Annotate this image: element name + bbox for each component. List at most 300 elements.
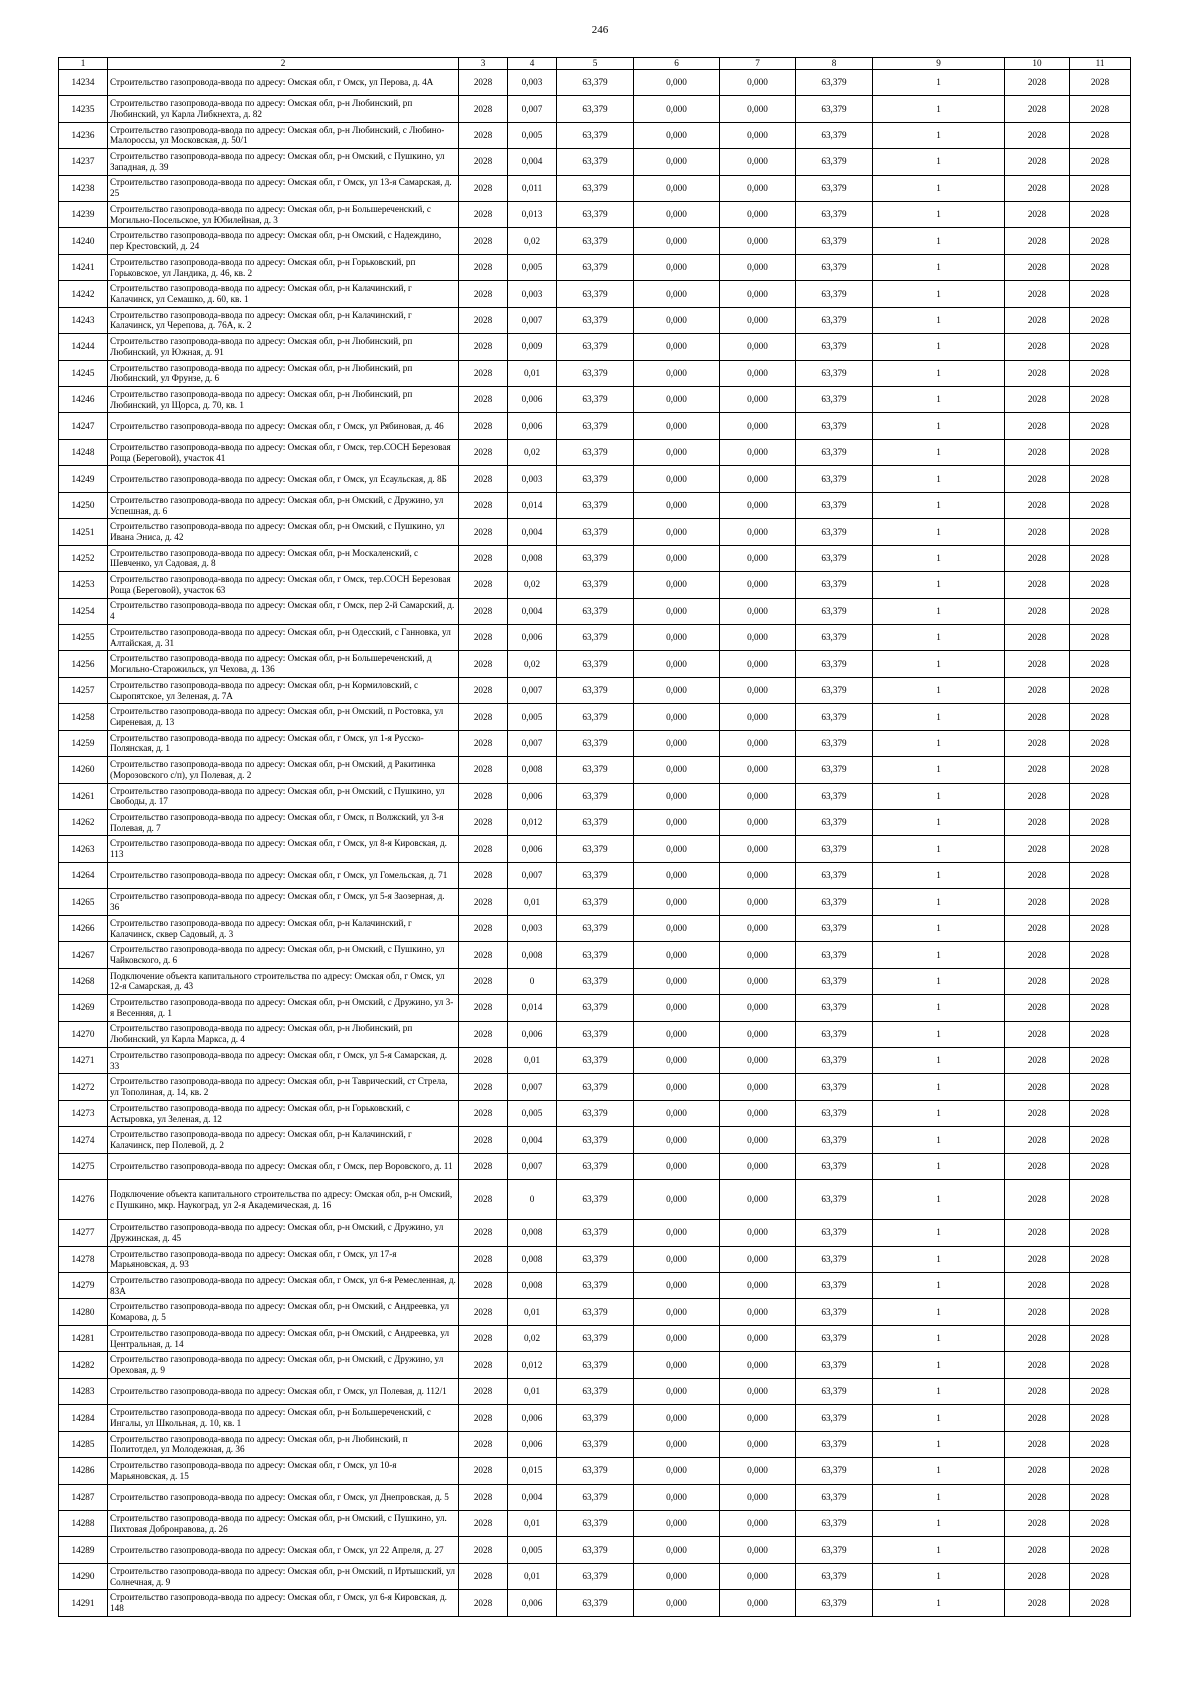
col7-cell: 0,000 xyxy=(720,201,796,227)
cost-cell: 63,379 xyxy=(557,730,634,756)
end-year-cell: 2028 xyxy=(1070,201,1131,227)
length-cell: 0,008 xyxy=(508,545,557,571)
total-cost-cell: 63,379 xyxy=(796,519,873,545)
table-row xyxy=(59,836,1131,862)
total-cost-cell: 63,379 xyxy=(796,1484,873,1510)
row-number-cell: 14252 xyxy=(59,545,108,571)
description-cell: Строительство газопровода-ввода по адресу: Омская обл, р-н Любинский, п Политотдел, ул Молодежная, д. 36 xyxy=(108,1431,459,1457)
col7-cell: 0,000 xyxy=(720,1273,796,1299)
row-number-cell: 14261 xyxy=(59,783,108,809)
year-cell: 2028 xyxy=(459,598,508,624)
cost-cell: 63,379 xyxy=(557,413,634,439)
start-year-cell: 2028 xyxy=(1005,1537,1070,1563)
page-number: 246 xyxy=(591,24,609,36)
count-cell: 1 xyxy=(873,69,1005,95)
start-year-cell: 2028 xyxy=(1005,1153,1070,1179)
length-cell: 0,005 xyxy=(508,122,557,148)
end-year-cell: 2028 xyxy=(1070,1325,1131,1351)
row-number-cell: 14267 xyxy=(59,942,108,968)
end-year-cell: 2028 xyxy=(1070,96,1131,122)
description-cell: Строительство газопровода-ввода по адресу: Омская обл, г Омск, п Волжский, ул 3-я Полевая, д. 7 xyxy=(108,810,459,836)
count-cell: 1 xyxy=(873,545,1005,571)
count-cell: 1 xyxy=(873,1537,1005,1563)
start-year-cell: 2028 xyxy=(1005,149,1070,175)
length-cell: 0,008 xyxy=(508,1220,557,1246)
col6-cell: 0,000 xyxy=(634,1563,720,1589)
col7-cell: 0,000 xyxy=(720,545,796,571)
col6-cell: 0,000 xyxy=(634,704,720,730)
table-row xyxy=(59,1352,1131,1378)
row-number-cell: 14277 xyxy=(59,1220,108,1246)
description-cell: Подключение объекта капитального строительства по адресу: Омская обл, г Омск, ул 12-я Самарская, д. 43 xyxy=(108,968,459,994)
cost-cell: 63,379 xyxy=(557,519,634,545)
total-cost-cell: 63,379 xyxy=(796,122,873,148)
year-cell: 2028 xyxy=(459,96,508,122)
cost-cell: 63,379 xyxy=(557,1405,634,1431)
description-cell: Строительство газопровода-ввода по адресу: Омская обл, г Омск, ул 13-я Самарская, д. 25 xyxy=(108,175,459,201)
col7-cell: 0,000 xyxy=(720,942,796,968)
length-cell: 0,012 xyxy=(508,1352,557,1378)
year-cell: 2028 xyxy=(459,730,508,756)
count-cell: 1 xyxy=(873,810,1005,836)
length-cell: 0,003 xyxy=(508,466,557,492)
row-number-cell: 14238 xyxy=(59,175,108,201)
total-cost-cell: 63,379 xyxy=(796,1325,873,1351)
col7-cell: 0,000 xyxy=(720,810,796,836)
count-cell: 1 xyxy=(873,360,1005,386)
end-year-cell: 2028 xyxy=(1070,889,1131,915)
length-cell: 0,004 xyxy=(508,149,557,175)
start-year-cell: 2028 xyxy=(1005,96,1070,122)
end-year-cell: 2028 xyxy=(1070,1378,1131,1404)
table-row xyxy=(59,413,1131,439)
total-cost-cell: 63,379 xyxy=(796,704,873,730)
start-year-cell: 2028 xyxy=(1005,1458,1070,1484)
end-year-cell: 2028 xyxy=(1070,360,1131,386)
length-cell: 0,007 xyxy=(508,96,557,122)
description-cell: Строительство газопровода-ввода по адресу: Омская обл, р-н Омский, с Пушкино, ул. Пихтовая Добронравова, д. 26 xyxy=(108,1510,459,1536)
year-cell: 2028 xyxy=(459,201,508,227)
length-cell: 0,009 xyxy=(508,334,557,360)
total-cost-cell: 63,379 xyxy=(796,334,873,360)
table-row xyxy=(59,1047,1131,1073)
length-cell: 0,006 xyxy=(508,1590,557,1616)
cost-cell: 63,379 xyxy=(557,572,634,598)
col6-cell: 0,000 xyxy=(634,1537,720,1563)
count-cell: 1 xyxy=(873,598,1005,624)
start-year-cell: 2028 xyxy=(1005,413,1070,439)
end-year-cell: 2028 xyxy=(1070,439,1131,465)
col7-cell: 0,000 xyxy=(720,1537,796,1563)
col7-cell: 0,000 xyxy=(720,1047,796,1073)
end-year-cell: 2028 xyxy=(1070,1431,1131,1457)
year-cell: 2028 xyxy=(459,466,508,492)
description-cell: Строительство газопровода-ввода по адресу: Омская обл, г Омск, тер.СОСН Березовая Роща (Береговой), участок 41 xyxy=(108,439,459,465)
total-cost-cell: 63,379 xyxy=(796,624,873,650)
end-year-cell: 2028 xyxy=(1070,281,1131,307)
col6-cell: 0,000 xyxy=(634,149,720,175)
cost-cell: 63,379 xyxy=(557,757,634,783)
end-year-cell: 2028 xyxy=(1070,387,1131,413)
table-row xyxy=(59,730,1131,756)
row-number-cell: 14269 xyxy=(59,995,108,1021)
col6-cell: 0,000 xyxy=(634,360,720,386)
length-cell: 0,006 xyxy=(508,624,557,650)
column-header: 11 xyxy=(1070,58,1131,70)
row-number-cell: 14258 xyxy=(59,704,108,730)
count-cell: 1 xyxy=(873,915,1005,941)
col7-cell: 0,000 xyxy=(720,1180,796,1220)
description-cell: Строительство газопровода-ввода по адресу: Омская обл, г Омск, ул 5-я Самарская, д. 33 xyxy=(108,1047,459,1073)
length-cell: 0,006 xyxy=(508,387,557,413)
row-number-cell: 14253 xyxy=(59,572,108,598)
length-cell: 0,003 xyxy=(508,915,557,941)
year-cell: 2028 xyxy=(459,281,508,307)
cost-cell: 63,379 xyxy=(557,1325,634,1351)
table-row xyxy=(59,387,1131,413)
end-year-cell: 2028 xyxy=(1070,810,1131,836)
col7-cell: 0,000 xyxy=(720,492,796,518)
length-cell: 0,006 xyxy=(508,783,557,809)
row-number-cell: 14283 xyxy=(59,1378,108,1404)
start-year-cell: 2028 xyxy=(1005,1352,1070,1378)
cost-cell: 63,379 xyxy=(557,968,634,994)
year-cell: 2028 xyxy=(459,1299,508,1325)
start-year-cell: 2028 xyxy=(1005,995,1070,1021)
table-row xyxy=(59,810,1131,836)
col7-cell: 0,000 xyxy=(720,1325,796,1351)
table-row xyxy=(59,1405,1131,1431)
row-number-cell: 14243 xyxy=(59,307,108,333)
count-cell: 1 xyxy=(873,1273,1005,1299)
col7-cell: 0,000 xyxy=(720,1153,796,1179)
row-number-cell: 14259 xyxy=(59,730,108,756)
count-cell: 1 xyxy=(873,730,1005,756)
description-cell: Строительство газопровода-ввода по адресу: Омская обл, р-н Любинский, рп Любинский, ул Южная, д. 91 xyxy=(108,334,459,360)
count-cell: 1 xyxy=(873,1590,1005,1616)
table-row xyxy=(59,1378,1131,1404)
end-year-cell: 2028 xyxy=(1070,1100,1131,1126)
count-cell: 1 xyxy=(873,1100,1005,1126)
total-cost-cell: 63,379 xyxy=(796,307,873,333)
row-number-cell: 14247 xyxy=(59,413,108,439)
column-header: 7 xyxy=(720,58,796,70)
description-cell: Строительство газопровода-ввода по адресу: Омская обл, г Омск, ул 10-я Марьяновская, д. 15 xyxy=(108,1458,459,1484)
start-year-cell: 2028 xyxy=(1005,254,1070,280)
description-cell: Строительство газопровода-ввода по адресу: Омская обл, р-н Калачинский, г Калачинск, сквер Садовый, д. 3 xyxy=(108,915,459,941)
column-header: 3 xyxy=(459,58,508,70)
count-cell: 1 xyxy=(873,1047,1005,1073)
table-row xyxy=(59,69,1131,95)
total-cost-cell: 63,379 xyxy=(796,96,873,122)
description-cell: Строительство газопровода-ввода по адресу: Омская обл, г Омск, ул Гомельская, д. 71 xyxy=(108,862,459,888)
table-row xyxy=(59,1510,1131,1536)
cost-cell: 63,379 xyxy=(557,149,634,175)
col7-cell: 0,000 xyxy=(720,1563,796,1589)
year-cell: 2028 xyxy=(459,228,508,254)
table-row xyxy=(59,466,1131,492)
row-number-cell: 14289 xyxy=(59,1537,108,1563)
end-year-cell: 2028 xyxy=(1070,942,1131,968)
year-cell: 2028 xyxy=(459,254,508,280)
row-number-cell: 14275 xyxy=(59,1153,108,1179)
start-year-cell: 2028 xyxy=(1005,1074,1070,1100)
col7-cell: 0,000 xyxy=(720,624,796,650)
total-cost-cell: 63,379 xyxy=(796,1510,873,1536)
cost-cell: 63,379 xyxy=(557,1510,634,1536)
year-cell: 2028 xyxy=(459,413,508,439)
row-number-cell: 14276 xyxy=(59,1180,108,1220)
total-cost-cell: 63,379 xyxy=(796,1458,873,1484)
row-number-cell: 14282 xyxy=(59,1352,108,1378)
total-cost-cell: 63,379 xyxy=(796,254,873,280)
description-cell: Строительство газопровода-ввода по адресу: Омская обл, р-н Большереченский, с Могильно-Посельское, ул Юбилейная, д. 3 xyxy=(108,201,459,227)
length-cell: 0,01 xyxy=(508,1047,557,1073)
year-cell: 2028 xyxy=(459,122,508,148)
cost-cell: 63,379 xyxy=(557,1021,634,1047)
col7-cell: 0,000 xyxy=(720,149,796,175)
col6-cell: 0,000 xyxy=(634,466,720,492)
table-row xyxy=(59,968,1131,994)
table-row xyxy=(59,1273,1131,1299)
length-cell: 0,008 xyxy=(508,942,557,968)
start-year-cell: 2028 xyxy=(1005,439,1070,465)
year-cell: 2028 xyxy=(459,1537,508,1563)
year-cell: 2028 xyxy=(459,69,508,95)
count-cell: 1 xyxy=(873,836,1005,862)
total-cost-cell: 63,379 xyxy=(796,281,873,307)
table-row xyxy=(59,201,1131,227)
cost-cell: 63,379 xyxy=(557,69,634,95)
end-year-cell: 2028 xyxy=(1070,519,1131,545)
col7-cell: 0,000 xyxy=(720,413,796,439)
length-cell: 0,015 xyxy=(508,1458,557,1484)
description-cell: Строительство газопровода-ввода по адресу: Омская обл, р-н Омский, с Надеждино, пер Крестовский, д. 24 xyxy=(108,228,459,254)
start-year-cell: 2028 xyxy=(1005,862,1070,888)
count-cell: 1 xyxy=(873,1153,1005,1179)
row-number-cell: 14281 xyxy=(59,1325,108,1351)
end-year-cell: 2028 xyxy=(1070,307,1131,333)
end-year-cell: 2028 xyxy=(1070,1273,1131,1299)
column-header: 9 xyxy=(873,58,1005,70)
row-number-cell: 14266 xyxy=(59,915,108,941)
end-year-cell: 2028 xyxy=(1070,1458,1131,1484)
cost-cell: 63,379 xyxy=(557,545,634,571)
end-year-cell: 2028 xyxy=(1070,545,1131,571)
length-cell: 0,003 xyxy=(508,281,557,307)
year-cell: 2028 xyxy=(459,545,508,571)
length-cell: 0,008 xyxy=(508,1273,557,1299)
year-cell: 2028 xyxy=(459,968,508,994)
col7-cell: 0,000 xyxy=(720,439,796,465)
end-year-cell: 2028 xyxy=(1070,1405,1131,1431)
table-row xyxy=(59,889,1131,915)
total-cost-cell: 63,379 xyxy=(796,1074,873,1100)
start-year-cell: 2028 xyxy=(1005,730,1070,756)
col7-cell: 0,000 xyxy=(720,1484,796,1510)
table-row xyxy=(59,862,1131,888)
end-year-cell: 2028 xyxy=(1070,492,1131,518)
count-cell: 1 xyxy=(873,175,1005,201)
length-cell: 0,01 xyxy=(508,1510,557,1536)
col7-cell: 0,000 xyxy=(720,360,796,386)
cost-cell: 63,379 xyxy=(557,1246,634,1272)
total-cost-cell: 63,379 xyxy=(796,387,873,413)
total-cost-cell: 63,379 xyxy=(796,1378,873,1404)
col6-cell: 0,000 xyxy=(634,836,720,862)
cost-cell: 63,379 xyxy=(557,1378,634,1404)
length-cell: 0,01 xyxy=(508,1563,557,1589)
length-cell: 0 xyxy=(508,968,557,994)
count-cell: 1 xyxy=(873,995,1005,1021)
start-year-cell: 2028 xyxy=(1005,1246,1070,1272)
year-cell: 2028 xyxy=(459,915,508,941)
row-number-cell: 14251 xyxy=(59,519,108,545)
row-number-cell: 14235 xyxy=(59,96,108,122)
total-cost-cell: 63,379 xyxy=(796,1047,873,1073)
cost-cell: 63,379 xyxy=(557,466,634,492)
col7-cell: 0,000 xyxy=(720,1405,796,1431)
count-cell: 1 xyxy=(873,968,1005,994)
description-cell: Строительство газопровода-ввода по адресу: Омская обл, г Омск, ул Есаульская, д. 8Б xyxy=(108,466,459,492)
total-cost-cell: 63,379 xyxy=(796,783,873,809)
start-year-cell: 2028 xyxy=(1005,387,1070,413)
start-year-cell: 2028 xyxy=(1005,677,1070,703)
end-year-cell: 2028 xyxy=(1070,1180,1131,1220)
cost-cell: 63,379 xyxy=(557,122,634,148)
cost-cell: 63,379 xyxy=(557,1431,634,1457)
length-cell: 0,014 xyxy=(508,492,557,518)
length-cell: 0,005 xyxy=(508,1100,557,1126)
row-number-cell: 14257 xyxy=(59,677,108,703)
start-year-cell: 2028 xyxy=(1005,281,1070,307)
cost-cell: 63,379 xyxy=(557,889,634,915)
col6-cell: 0,000 xyxy=(634,677,720,703)
total-cost-cell: 63,379 xyxy=(796,1127,873,1153)
col6-cell: 0,000 xyxy=(634,1153,720,1179)
end-year-cell: 2028 xyxy=(1070,1484,1131,1510)
start-year-cell: 2028 xyxy=(1005,1378,1070,1404)
row-number-cell: 14240 xyxy=(59,228,108,254)
count-cell: 1 xyxy=(873,1563,1005,1589)
description-cell: Строительство газопровода-ввода по адресу: Омская обл, г Омск, ул 22 Апреля, д. 27 xyxy=(108,1537,459,1563)
col6-cell: 0,000 xyxy=(634,1325,720,1351)
length-cell: 0 xyxy=(508,1180,557,1220)
row-number-cell: 14288 xyxy=(59,1510,108,1536)
start-year-cell: 2028 xyxy=(1005,968,1070,994)
start-year-cell: 2028 xyxy=(1005,519,1070,545)
row-number-cell: 14290 xyxy=(59,1563,108,1589)
total-cost-cell: 63,379 xyxy=(796,598,873,624)
end-year-cell: 2028 xyxy=(1070,677,1131,703)
col6-cell: 0,000 xyxy=(634,519,720,545)
col6-cell: 0,000 xyxy=(634,968,720,994)
count-cell: 1 xyxy=(873,704,1005,730)
end-year-cell: 2028 xyxy=(1070,572,1131,598)
year-cell: 2028 xyxy=(459,836,508,862)
description-cell: Строительство газопровода-ввода по адресу: Омская обл, р-н Омский, с Дружино, ул Ореховая, д. 9 xyxy=(108,1352,459,1378)
end-year-cell: 2028 xyxy=(1070,1047,1131,1073)
col6-cell: 0,000 xyxy=(634,942,720,968)
start-year-cell: 2028 xyxy=(1005,651,1070,677)
col6-cell: 0,000 xyxy=(634,228,720,254)
description-cell: Строительство газопровода-ввода по адресу: Омская обл, р-н Омский, п Ростовка, ул Сиреневая, д. 13 xyxy=(108,704,459,730)
start-year-cell: 2028 xyxy=(1005,1273,1070,1299)
cost-cell: 63,379 xyxy=(557,1100,634,1126)
length-cell: 0,007 xyxy=(508,677,557,703)
count-cell: 1 xyxy=(873,889,1005,915)
total-cost-cell: 63,379 xyxy=(796,201,873,227)
table-row xyxy=(59,915,1131,941)
length-cell: 0,005 xyxy=(508,254,557,280)
col6-cell: 0,000 xyxy=(634,1074,720,1100)
cost-cell: 63,379 xyxy=(557,836,634,862)
count-cell: 1 xyxy=(873,96,1005,122)
col6-cell: 0,000 xyxy=(634,413,720,439)
cost-cell: 63,379 xyxy=(557,228,634,254)
col7-cell: 0,000 xyxy=(720,1458,796,1484)
column-header: 6 xyxy=(634,58,720,70)
col6-cell: 0,000 xyxy=(634,1405,720,1431)
col7-cell: 0,000 xyxy=(720,1378,796,1404)
col7-cell: 0,000 xyxy=(720,598,796,624)
col7-cell: 0,000 xyxy=(720,334,796,360)
count-cell: 1 xyxy=(873,677,1005,703)
description-cell: Строительство газопровода-ввода по адресу: Омская обл, г Омск, ул 8-я Кировская, д. 113 xyxy=(108,836,459,862)
col7-cell: 0,000 xyxy=(720,995,796,1021)
table-row xyxy=(59,995,1131,1021)
length-cell: 0,007 xyxy=(508,730,557,756)
year-cell: 2028 xyxy=(459,1352,508,1378)
description-cell: Строительство газопровода-ввода по адресу: Омская обл, р-н Горьковский, рп Горьковское, ул Ландика, д. 46, кв. 2 xyxy=(108,254,459,280)
table-row xyxy=(59,1021,1131,1047)
col6-cell: 0,000 xyxy=(634,1021,720,1047)
cost-cell: 63,379 xyxy=(557,1563,634,1589)
cost-cell: 63,379 xyxy=(557,387,634,413)
end-year-cell: 2028 xyxy=(1070,175,1131,201)
end-year-cell: 2028 xyxy=(1070,413,1131,439)
total-cost-cell: 63,379 xyxy=(796,862,873,888)
col7-cell: 0,000 xyxy=(720,889,796,915)
count-cell: 1 xyxy=(873,149,1005,175)
cost-cell: 63,379 xyxy=(557,915,634,941)
count-cell: 1 xyxy=(873,1180,1005,1220)
col7-cell: 0,000 xyxy=(720,96,796,122)
col6-cell: 0,000 xyxy=(634,69,720,95)
end-year-cell: 2028 xyxy=(1070,334,1131,360)
col6-cell: 0,000 xyxy=(634,1484,720,1510)
description-cell: Строительство газопровода-ввода по адресу: Омская обл, р-н Омский, с Пушкино, ул Ивана Эниса, д. 42 xyxy=(108,519,459,545)
start-year-cell: 2028 xyxy=(1005,598,1070,624)
col6-cell: 0,000 xyxy=(634,1431,720,1457)
col7-cell: 0,000 xyxy=(720,1246,796,1272)
row-number-cell: 14236 xyxy=(59,122,108,148)
end-year-cell: 2028 xyxy=(1070,1510,1131,1536)
description-cell: Строительство газопровода-ввода по адресу: Омская обл, р-н Любинский, рп Любинский, ул Карла Маркса, д. 4 xyxy=(108,1021,459,1047)
description-cell: Строительство газопровода-ввода по адресу: Омская обл, г Омск, ул Полевая, д. 112/1 xyxy=(108,1378,459,1404)
start-year-cell: 2028 xyxy=(1005,307,1070,333)
count-cell: 1 xyxy=(873,1458,1005,1484)
length-cell: 0,004 xyxy=(508,598,557,624)
count-cell: 1 xyxy=(873,387,1005,413)
end-year-cell: 2028 xyxy=(1070,783,1131,809)
count-cell: 1 xyxy=(873,1352,1005,1378)
count-cell: 1 xyxy=(873,783,1005,809)
table-row xyxy=(59,545,1131,571)
table-row xyxy=(59,519,1131,545)
col7-cell: 0,000 xyxy=(720,651,796,677)
col6-cell: 0,000 xyxy=(634,1273,720,1299)
